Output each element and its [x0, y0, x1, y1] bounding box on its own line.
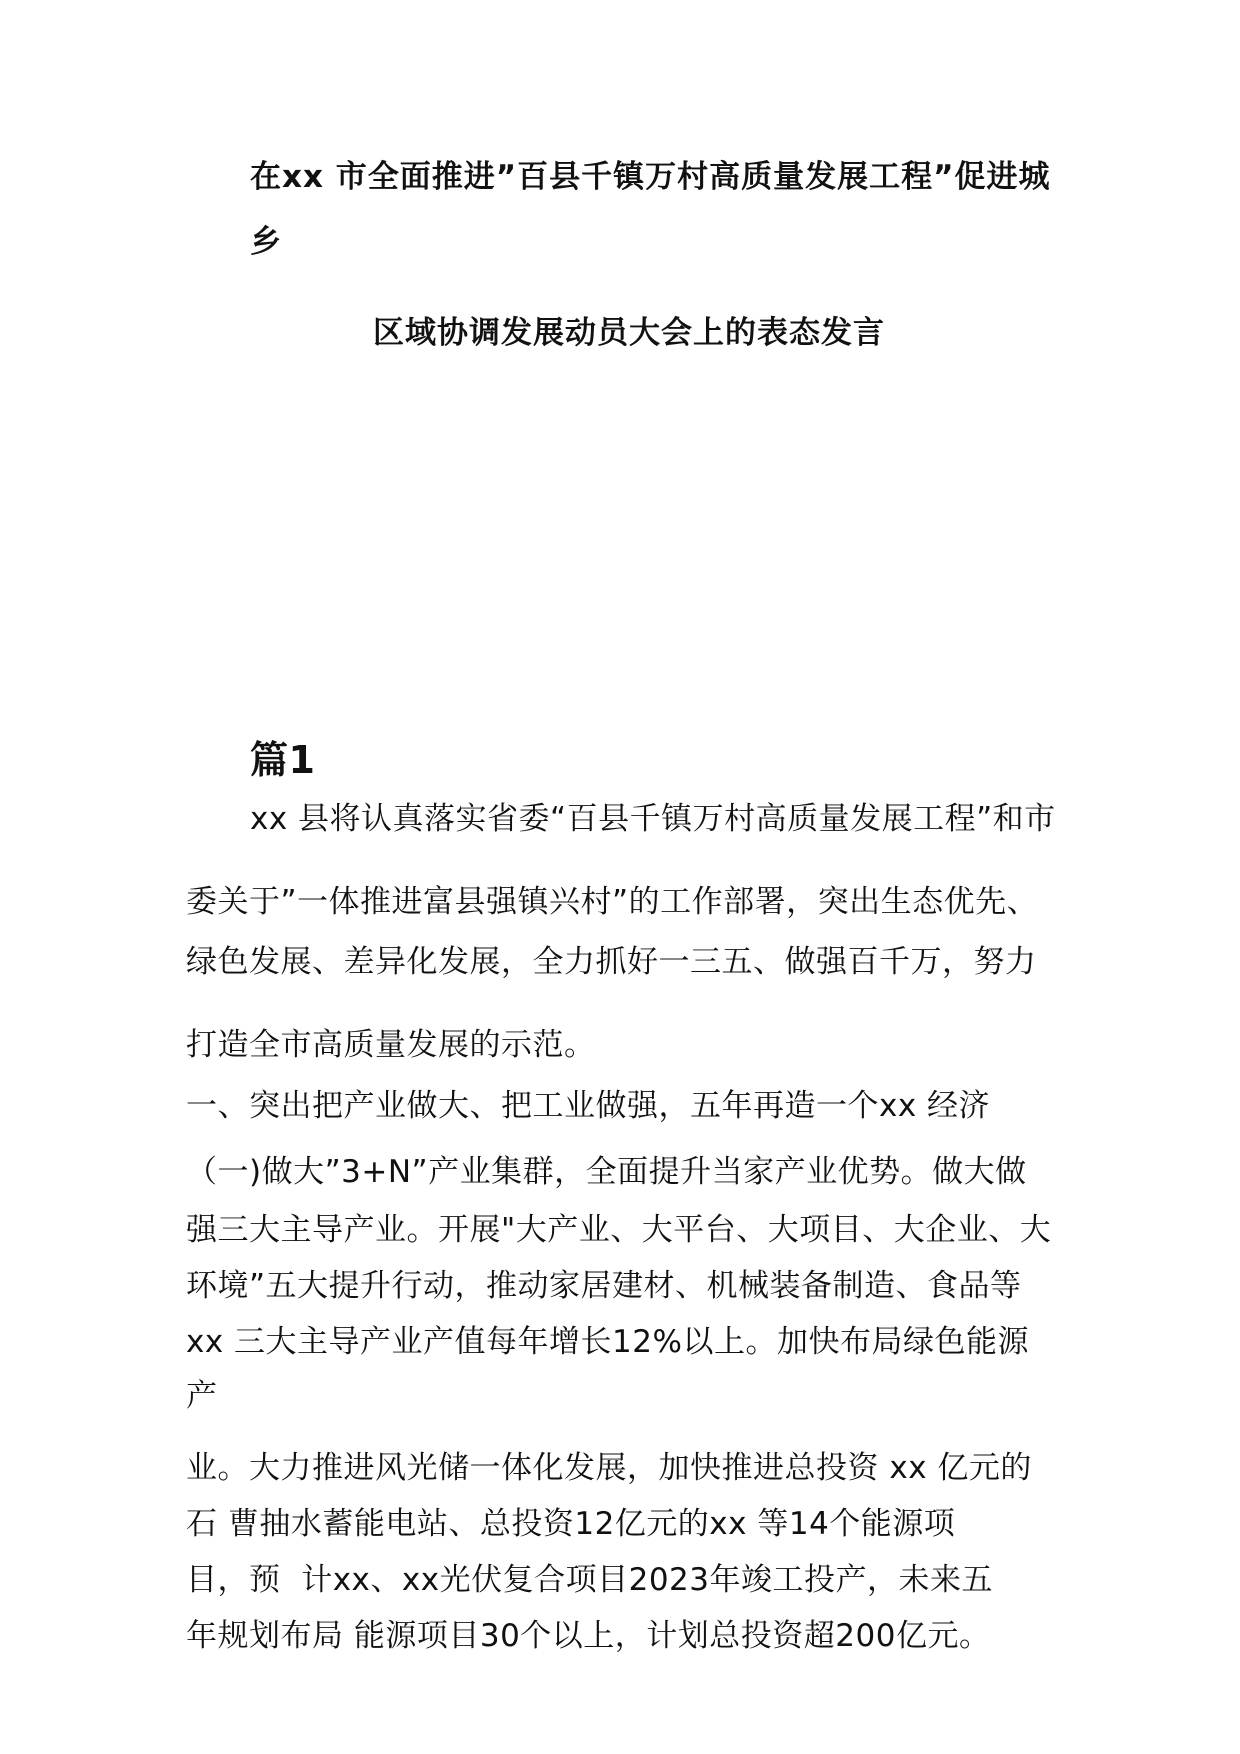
title-line-2: 乡 [250, 224, 282, 260]
paragraph-3-line-2: 石 曹抽水蓄能电站、总投资12亿元的xx 等14个能源项 [186, 1506, 956, 1542]
paragraph-2-line-2: 强三大主导产业。开展"大产业、大平台、大项目、大企业、大 [186, 1212, 1052, 1248]
paragraph-3-line-1: 业。大力推进风光储一体化发展，加快推进总投资 xx 亿元的 [186, 1450, 1032, 1486]
paragraph-1-line-1: xx 县将认真落实省委“百县千镇万村高质量发展工程”和市 [250, 801, 1056, 837]
section-1-heading: 一、突出把产业做大、把工业做强，五年再造一个xx 经济 [186, 1088, 991, 1124]
title-line-1: 在xx 市全面推进”百县千镇万村高质量发展工程”促进城 [250, 159, 1051, 195]
paragraph-3-line-4: 年规划布局 能源项目30个以上，计划总投资超200亿元。 [186, 1618, 991, 1654]
paragraph-1-line-4: 打造全市高质量发展的示范。 [186, 1027, 596, 1063]
paragraph-3-line-3: 目，预 计xx、xx光伏复合项目2023年竣工投产，未来五 [186, 1562, 993, 1598]
section-heading: 篇1 [250, 738, 316, 782]
paragraph-2-line-1: （一)做大”3+N”产业集群，全面提升当家产业优势。做大做 [186, 1154, 1027, 1190]
paragraph-2-line-4: xx 三大主导产业产值每年增长12%以上。加快布局绿色能源 [186, 1324, 1029, 1360]
title-line-3: 区域协调发展动员大会上的表态发言 [373, 315, 885, 351]
paragraph-1-line-2: 委关于”一体推进富县强镇兴村”的工作部署，突出生态优先、 [186, 884, 1039, 920]
paragraph-1-line-3: 绿色发展、差异化发展，全力抓好一三五、做强百千万，努力 [186, 944, 1037, 980]
paragraph-2-line-5: 产 [186, 1378, 218, 1414]
paragraph-2-line-3: 环境”五大提升行动，推动家居建材、机械装备制造、食品等 [186, 1268, 1022, 1304]
